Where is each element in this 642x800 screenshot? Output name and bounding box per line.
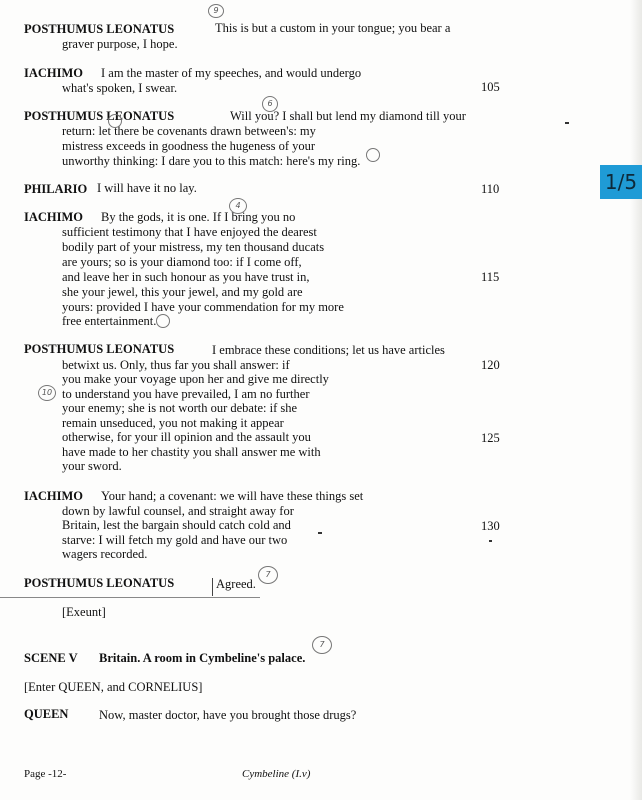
scene-location: Britain. A room in Cymbeline's palace.	[99, 651, 306, 665]
dialogue-line: your enemy; she is not worth our debate: if she	[62, 401, 298, 415]
annotation-mark: 7	[258, 566, 278, 584]
ink-speck	[489, 540, 492, 542]
section-tab: 1/5	[600, 165, 642, 199]
page-edge-shadow	[630, 0, 642, 800]
dialogue-line: what's spoken, I swear.	[62, 81, 178, 95]
scene-label: SCENE V	[24, 651, 78, 665]
dialogue-line: you make your voyage upon her and give me directly	[62, 372, 329, 386]
dialogue-line: By the gods, it is one. If I bring you no	[101, 210, 296, 224]
dialogue-line: remain unseduced, you not making it appear	[62, 416, 284, 430]
speaker-name: POSTHUMUS LEONATUS	[24, 342, 175, 356]
dialogue-line: sufficient testimony that I have enjoyed the dearest	[62, 225, 317, 239]
dialogue-line: bodily part of your mistress, my ten thousand ducats	[62, 240, 325, 254]
annotation-mark	[156, 314, 170, 328]
dialogue-line: This is but a custom in your tongue; you bear a	[215, 21, 451, 35]
dialogue-line: Britain, lest the bargain should catch cold and	[62, 518, 291, 532]
annotation-mark: 10	[38, 385, 56, 401]
stage-direction: [Enter QUEEN, and CORNELIUS]	[24, 680, 203, 694]
dialogue-line: Will you? I shall but lend my diamond till your	[230, 109, 466, 123]
line-number: 105	[481, 80, 500, 94]
dialogue-line: Now, master doctor, have you brought those drugs?	[99, 708, 357, 722]
dialogue-line: unworthy thinking: I dare you to this match: here's my ring.	[62, 154, 361, 168]
line-number: 115	[481, 270, 500, 284]
stage-direction: [Exeunt]	[62, 605, 106, 619]
line-number: 110	[481, 182, 500, 196]
divider	[0, 597, 260, 598]
dialogue-line: free entertainment.	[62, 314, 157, 328]
speaker-name: IACHIMO	[24, 66, 84, 80]
dialogue-line: Agreed.	[216, 577, 256, 591]
dialogue-line: I will have it no lay.	[97, 181, 197, 195]
annotation-mark: 7	[312, 636, 332, 654]
annotation-mark: 4	[229, 198, 247, 214]
dialogue-line: down by lawful counsel, and straight away for	[62, 504, 294, 518]
speaker-name: PHILARIO	[24, 182, 88, 196]
ink-speck	[318, 532, 322, 534]
dialogue-line: wagers recorded.	[62, 547, 148, 561]
speaker-name: POSTHUMUS LEONATUS	[24, 109, 175, 123]
annotation-mark	[366, 148, 380, 162]
dialogue-line: your sword.	[62, 459, 122, 473]
dialogue-line: are yours; so is your diamond too: if I come off,	[62, 255, 302, 269]
dialogue-line: Your hand; a covenant: we will have these things set	[101, 489, 364, 503]
speaker-name: IACHIMO	[24, 210, 84, 224]
dialogue-line: yours: provided I have your commendation for my more	[62, 300, 344, 314]
dialogue-line: and leave her in such honour as you have trust in,	[62, 270, 310, 284]
ink-speck	[565, 122, 569, 124]
page-title: Cymbeline (I.v)	[242, 768, 311, 780]
annotation-mark	[108, 114, 122, 128]
dialogue-line: I am the master of my speeches, and would undergo	[101, 66, 362, 80]
line-number: 130	[481, 519, 500, 533]
dialogue-line: starve: I will fetch my gold and have our two	[62, 533, 288, 547]
dialogue-line: betwixt us. Only, thus far you shall answer: if	[62, 358, 290, 372]
dialogue-line: graver purpose, I hope.	[62, 37, 178, 51]
dialogue-line: I embrace these conditions; let us have articles	[212, 343, 445, 357]
dialogue-line: otherwise, for your ill opinion and the assault you	[62, 430, 311, 444]
speaker-name: IACHIMO	[24, 489, 84, 503]
line-number: 125	[481, 431, 500, 445]
dialogue-line: return: let there be covenants drawn between's: my	[62, 124, 316, 138]
annotation-mark: 9	[208, 4, 224, 18]
page-number: Page -12-	[24, 768, 67, 780]
dialogue-line: mistress exceeds in goodness the hugeness of your	[62, 139, 316, 153]
speaker-name: POSTHUMUS LEONATUS	[24, 22, 175, 36]
annotation-mark: 6	[262, 96, 278, 112]
line-number: 120	[481, 358, 500, 372]
dialogue-line: to understand you have prevailed, I am no further	[62, 387, 310, 401]
speaker-name: POSTHUMUS LEONATUS	[24, 576, 175, 590]
speaker-name: QUEEN	[24, 707, 69, 721]
dialogue-line: she your jewel, this your jewel, and my gold are	[62, 285, 303, 299]
dialogue-line: have made to her chastity you shall answer me with	[62, 445, 321, 459]
margin-mark	[212, 578, 213, 596]
